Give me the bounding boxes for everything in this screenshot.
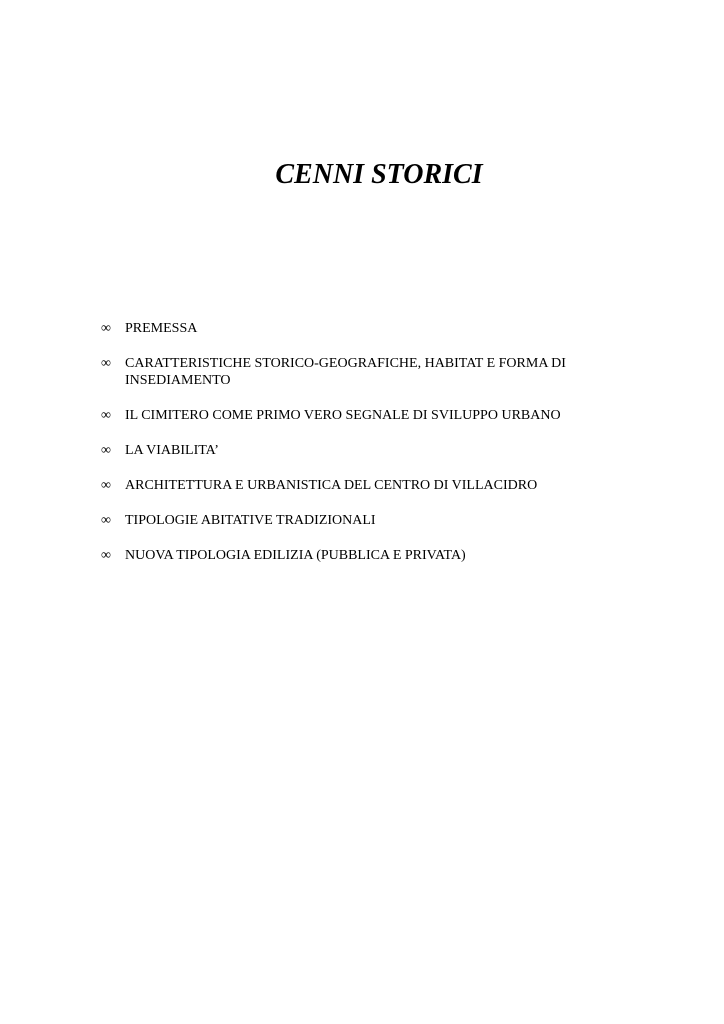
infinity-bullet-icon: ∞ — [101, 408, 111, 423]
list-item — [101, 355, 601, 389]
page-title: CENNI STORICI — [275, 159, 483, 190]
list-item — [101, 547, 601, 564]
list-item-label: ARCHITETTURA E URBANISTICA DEL CENTRO DI VILLACIDRO — [125, 478, 538, 493]
list-item — [101, 407, 601, 424]
list-item-label: CARATTERISTICHE STORICO-GEOGRAFICHE, HABITAT E FORMA DI INSEDIAMENTO — [125, 356, 566, 388]
infinity-bullet-icon: ∞ — [101, 443, 111, 458]
infinity-bullet-icon: ∞ — [101, 478, 111, 493]
list-item — [101, 512, 601, 529]
infinity-bullet-icon: ∞ — [101, 513, 111, 528]
section-list — [101, 320, 601, 582]
list-item — [101, 477, 601, 494]
list-item — [101, 320, 601, 337]
list-item-label: IL CIMITERO COME PRIMO VERO SEGNALE DI SVILUPPO URBANO — [125, 408, 561, 423]
list-item-label: NUOVA TIPOLOGIA EDILIZIA (PUBBLICA E PRIVATA) — [125, 548, 466, 563]
list-item — [101, 442, 601, 459]
list-item-label: TIPOLOGIE ABITATIVE TRADIZIONALI — [125, 513, 376, 528]
infinity-bullet-icon: ∞ — [101, 356, 111, 371]
infinity-bullet-icon: ∞ — [101, 548, 111, 563]
list-item-label: PREMESSA — [125, 321, 198, 336]
infinity-bullet-icon: ∞ — [101, 321, 111, 336]
list-item-label: LA VIABILITA’ — [125, 443, 219, 458]
